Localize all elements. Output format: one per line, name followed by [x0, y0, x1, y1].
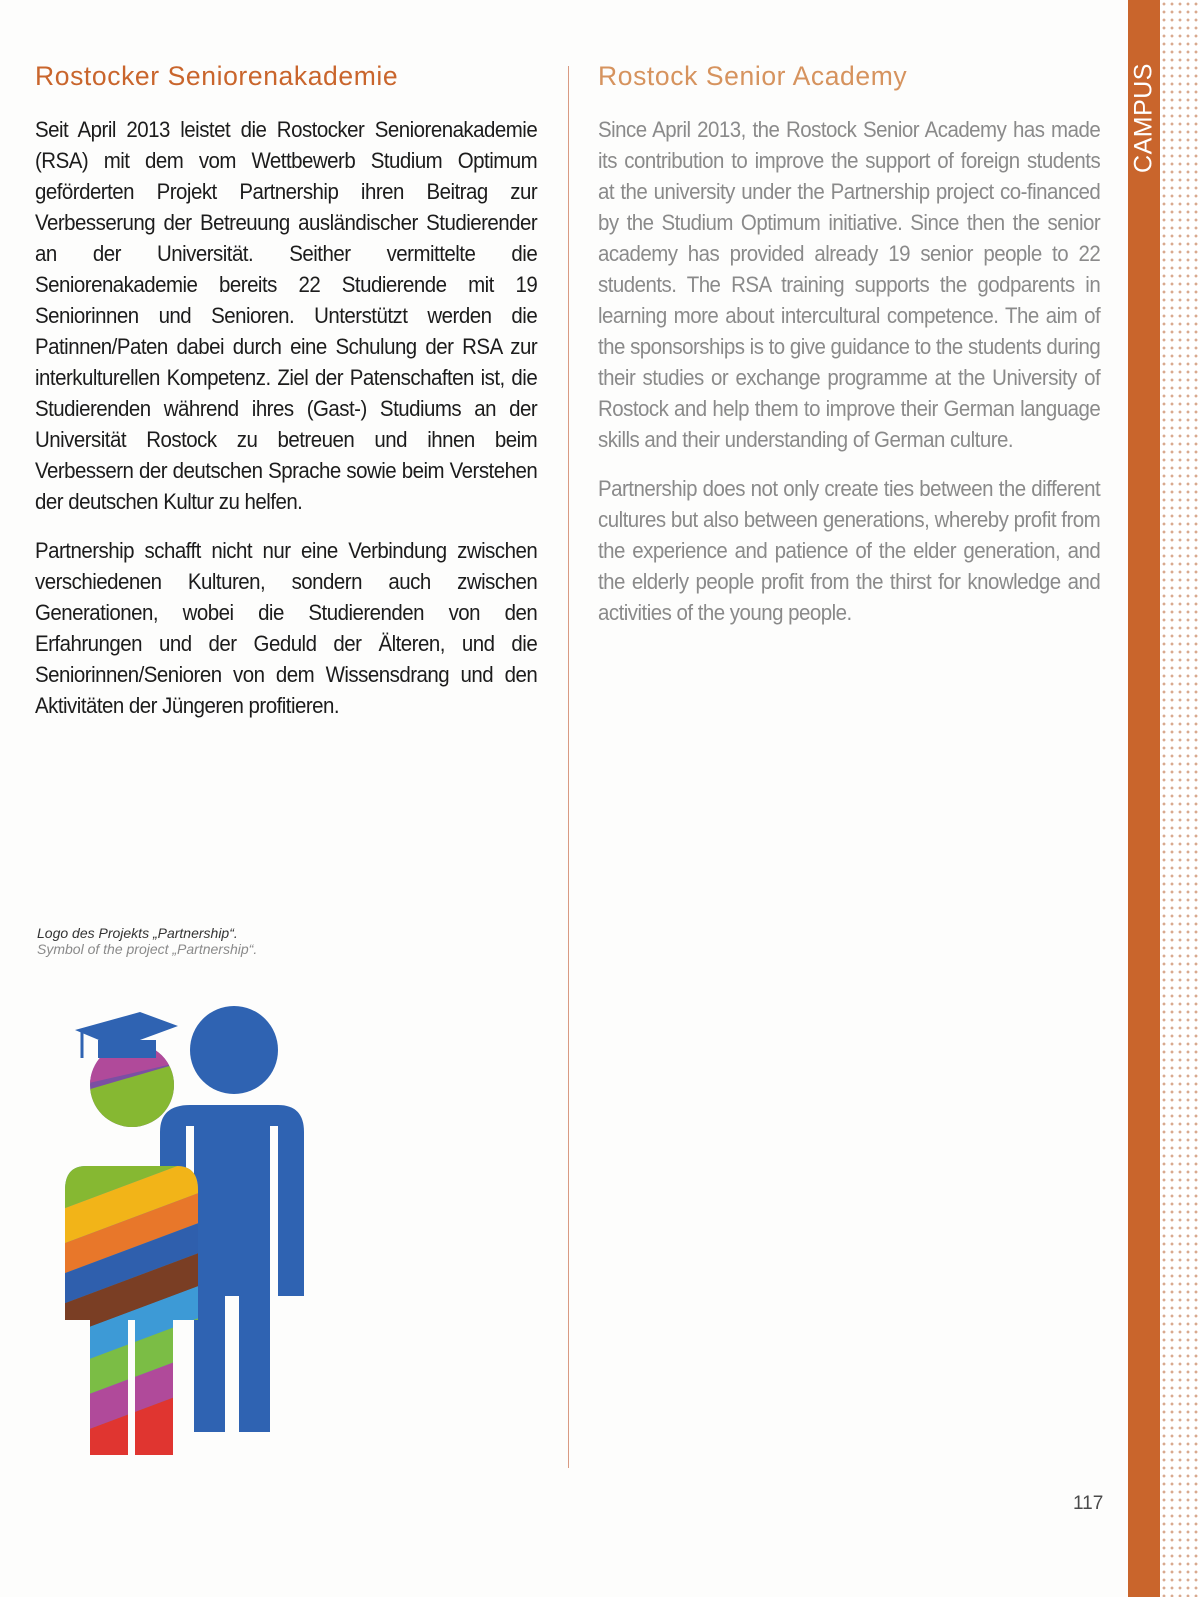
- english-paragraph-1: Since April 2013, the Rostock Senior Academy has made its contribution to improve the support of foreign students at the university under the Partnership project co-financed by the Studium Optimum initiative. Since then the senior academy has provided already 19 senior people to 22 students. The RSA training supports the godparents in learning more about intercultural competence. The aim of the sponsorships is to give guidance to the students during their studies or exchange programme at the University of Rostock and help them to improve their German language skills and their understanding of German culture.: [598, 117, 1101, 452]
- graduation-cap: [75, 1012, 178, 1058]
- english-column: [598, 58, 1100, 646]
- german-paragraph-2: Partnership schafft nicht nur eine Verbindung zwischen verschiedenen Kulturen, sondern auch zwischen Generationen, wobei die Studierenden von den Erfahrungen und der Geduld der Älteren, und die Seniorinnen/Senioren von dem Wissensdrang und den Aktivitäten der Jüngeren profitieren.: [35, 538, 538, 718]
- german-paragraph-1: Seit April 2013 leistet die Rostocker Seniorenakademie (RSA) mit dem vom Wettbewerb Studium Optimum geförderten Projekt Partnership ihren Beitrag zur Verbesserung der Betreuung ausländischer Studierender an der Universität. Seither vermittelte die Seniorenakademie bereits 22 Studierende mit 19 Seniorinnen und Senioren. Unterstützt werden die Patinnen/Paten dabei durch eine Schulung der RSA zur interkulturellen Kompetenz. Ziel der Patenschaften ist, die Studierenden während ihres (Gast-) Studiums an der Universität Rostock zu betreuen und ihnen beim Verbessern der deutschen Sprache sowie beim Verstehen der deutschen Kultur zu helfen.: [35, 117, 538, 514]
- caption-german: Logo des Projekts „Partnership“.: [37, 925, 238, 941]
- caption-english: Symbol of the project „Partnership“.: [37, 941, 258, 957]
- section-label: CAMPUS: [1129, 63, 1158, 173]
- child-leg-gap: [128, 1320, 135, 1460]
- logo-caption: [37, 925, 257, 957]
- dotted-margin-pattern: [1160, 0, 1200, 1597]
- side-tab-bar: [1128, 0, 1160, 1597]
- column-divider: [568, 66, 569, 1468]
- page-number: 117: [1073, 1493, 1104, 1514]
- english-paragraph-2: Partnership does not only create ties between the different cultures but also between generations, whereby profit from the experience and patience of the elder generation, and the elderly people profit from the thirst for knowledge and activities of the young people.: [598, 476, 1101, 625]
- english-heading: Rostock Senior Academy: [598, 61, 908, 91]
- german-heading: Rostocker Seniorenakademie: [35, 61, 399, 91]
- partnership-logo-icon: [60, 1000, 320, 1460]
- german-column: [35, 58, 537, 739]
